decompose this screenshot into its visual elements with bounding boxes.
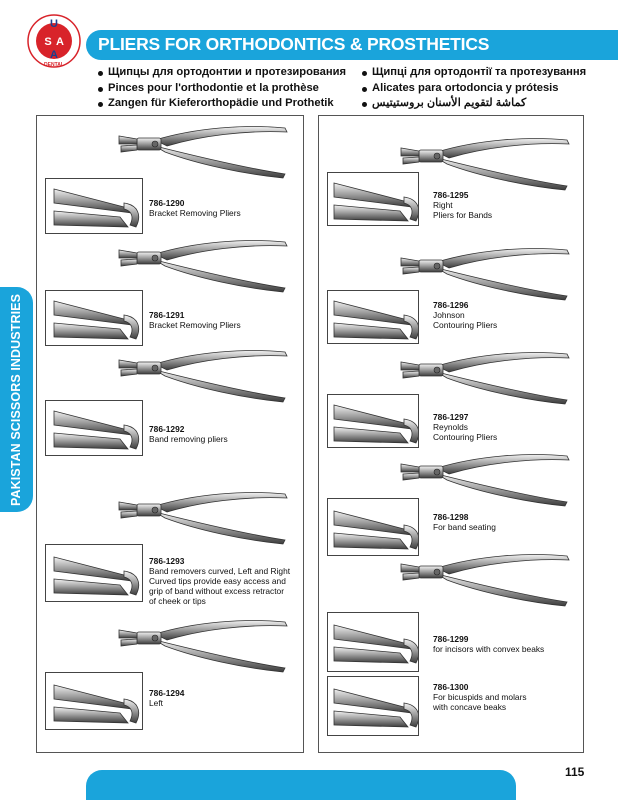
- product-code: 786-1300: [433, 682, 469, 692]
- svg-text:S: S: [44, 36, 52, 48]
- plier-image-786-1293: [115, 488, 295, 552]
- product-786-1292: [149, 424, 228, 444]
- product-786-1297: [433, 412, 497, 442]
- product-description: Bracket Removing Pliers: [149, 320, 241, 330]
- product-description: of cheek or tips: [149, 596, 206, 606]
- product-description: for incisors with convex beaks: [433, 644, 545, 654]
- product-description: For bicuspids and molars: [433, 692, 527, 702]
- plier-image-786-1298: [397, 450, 577, 514]
- subtitle-arabic: كماشة لتقويم الأسنان بروستيتيس: [362, 96, 602, 112]
- right-product-panel: [318, 115, 584, 753]
- plier-tip-detail-786-1293: [45, 544, 143, 602]
- plier-image-786-1290: [115, 122, 295, 186]
- product-description: Curved tips provide easy access and: [149, 576, 286, 586]
- plier-image-786-1296: [397, 244, 577, 308]
- product-description: Left: [149, 698, 163, 708]
- plier-image-786-1297: [397, 348, 577, 412]
- plier-image-786-1299: [397, 550, 577, 614]
- plier-tip-detail-786-1296: [327, 290, 419, 344]
- product-code: 786-1295: [433, 190, 469, 200]
- plier-tip-detail-786-1300: [327, 676, 419, 736]
- product-code: 786-1291: [149, 310, 185, 320]
- product-786-1290: [149, 198, 241, 218]
- subtitle-spanish: Alicates para ortodoncia y prótesis: [362, 81, 602, 97]
- plier-tip-detail-786-1291: [45, 290, 143, 346]
- subtitle-russian: Щипцы для ортодонтии и протезирования: [98, 65, 348, 81]
- svg-text:A: A: [50, 49, 58, 61]
- plier-tip-detail-786-1290: [45, 178, 143, 234]
- footer-bar: [86, 770, 516, 800]
- usa-dental-logo: [26, 13, 82, 69]
- product-code: 786-1294: [149, 688, 185, 698]
- product-code: 786-1290: [149, 198, 185, 208]
- product-description: Contouring Pliers: [433, 320, 498, 330]
- product-description: Contouring Pliers: [433, 432, 498, 442]
- product-code: 786-1299: [433, 634, 469, 644]
- product-description: Johnson: [433, 310, 465, 320]
- subtitle-german: Zangen für Kieferorthopädie und Prothetik: [98, 96, 348, 112]
- plier-image-786-1295: [397, 134, 577, 198]
- plier-tip-detail-786-1294: [45, 672, 143, 730]
- product-description: For band seating: [433, 522, 496, 532]
- product-786-1296: [433, 300, 497, 330]
- product-786-1299: [433, 634, 544, 654]
- subtitles-right: [362, 65, 602, 112]
- product-description: Pliers for Bands: [433, 210, 493, 220]
- product-code: 786-1293: [149, 556, 185, 566]
- plier-tip-detail-786-1292: [45, 400, 143, 456]
- left-product-panel: [36, 115, 304, 753]
- product-description: Right: [433, 200, 453, 210]
- product-786-1295: [433, 190, 492, 220]
- product-description: Reynolds: [433, 422, 468, 432]
- product-code: 786-1292: [149, 424, 185, 434]
- product-code: 786-1296: [433, 300, 469, 310]
- product-786-1294: [149, 688, 184, 708]
- page-number: 115: [565, 765, 585, 779]
- product-description: Bracket Removing Pliers: [149, 208, 241, 218]
- plier-tip-detail-786-1299: [327, 612, 419, 672]
- svg-text:U: U: [50, 18, 58, 30]
- product-786-1291: [149, 310, 241, 330]
- svg-text:DENTAL: DENTAL: [44, 62, 64, 68]
- subtitle-french: Pinces pour l'orthodontie et la prothèse: [98, 81, 348, 97]
- product-description: Band removers curved, Left and Right: [149, 566, 291, 576]
- side-tab-text: PAKISTAN SCISSORS INDUSTRIES: [9, 293, 23, 507]
- product-786-1293: [149, 556, 290, 606]
- product-786-1298: [433, 512, 496, 532]
- product-code: 786-1298: [433, 512, 469, 522]
- plier-tip-detail-786-1297: [327, 394, 419, 448]
- product-description: with concave beaks: [433, 702, 507, 712]
- plier-image-786-1294: [115, 616, 295, 680]
- page-title: PLIERS FOR ORTHODONTICS & PROSTHETICS: [98, 34, 490, 54]
- subtitle-ukrainian: Щипці для ортодонтії та протезування: [362, 65, 602, 81]
- plier-tip-detail-786-1295: [327, 172, 419, 226]
- plier-tip-detail-786-1298: [327, 498, 419, 556]
- product-code: 786-1297: [433, 412, 469, 422]
- svg-text:A: A: [56, 36, 64, 48]
- product-description: Band removing pliers: [149, 434, 228, 444]
- product-description: grip of band without excess retractor: [149, 586, 284, 596]
- product-786-1300: [433, 682, 527, 712]
- subtitles-left: [98, 65, 348, 112]
